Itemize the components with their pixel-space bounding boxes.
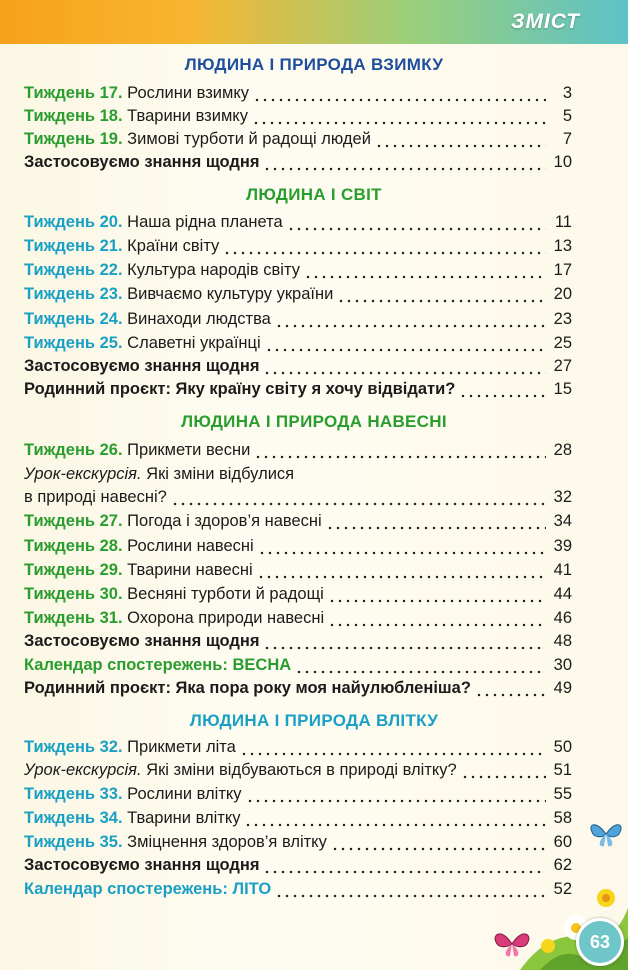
section-heading-summer: ЛЮДИНА І ПРИРОДА ВЛІТКУ: [189, 711, 439, 730]
toc-page: 55: [553, 785, 572, 803]
leader-dots: [304, 267, 546, 279]
toc-row[interactable]: [24, 809, 572, 832]
toc-row[interactable]: [24, 237, 572, 260]
toc-week-label: Тиждень 26.: [24, 441, 123, 459]
leader-dots: [326, 518, 546, 530]
toc-row[interactable]: [24, 679, 572, 702]
leader-dots: [287, 219, 546, 231]
leader-dots: [295, 662, 546, 674]
toc-page: 23: [553, 310, 572, 328]
toc-week-label: Тиждень 29.: [24, 561, 123, 579]
toc-title: Рослини навесні: [127, 537, 254, 555]
toc-page: 32: [553, 488, 572, 506]
toc-calendar-entry: Календар спостережень: ВЕСНА: [24, 656, 292, 674]
leader-dots: [257, 567, 546, 579]
toc-title: Рослини взимку: [127, 84, 249, 102]
toc-row[interactable]: [24, 213, 572, 236]
toc-page: 20: [553, 285, 572, 303]
leader-dots: [328, 591, 546, 603]
excursion-text: Які зміни відбулися: [146, 465, 295, 483]
toc-page: 44: [553, 585, 572, 603]
toc-row[interactable]: [24, 261, 572, 284]
toc-title: Тварини взимку: [127, 107, 248, 125]
section-heading-winter: ЛЮДИНА І ПРИРОДА ВЗИМКУ: [184, 55, 444, 74]
toc-page: 51: [553, 761, 572, 779]
toc-row[interactable]: [24, 833, 572, 856]
toc-page: 15: [553, 380, 572, 398]
toc-week-label: Тиждень 32.: [24, 738, 123, 756]
leader-dots: [240, 744, 546, 756]
toc-title: Рослини влітку: [127, 785, 242, 803]
toc-page: 5: [562, 107, 572, 125]
toc-bold-entry: Застосовуємо знання щодня: [24, 357, 260, 375]
toc-bold-entry: Родинний проєкт: Яку країну світу я хочу відвідати?: [24, 380, 456, 398]
toc-week-label: Тиждень 31.: [24, 609, 123, 627]
toc-row[interactable]: [24, 738, 572, 761]
toc-page: 39: [553, 537, 572, 555]
toc-title: Славетні українці: [127, 334, 261, 352]
toc-title: Наша рідна планета: [127, 213, 283, 231]
toc-page: 58: [553, 809, 572, 827]
toc-week-label: Тиждень 22.: [24, 261, 123, 279]
toc-page: 41: [553, 561, 572, 579]
toc-row[interactable]: [24, 880, 572, 903]
toc-page: 30: [553, 656, 572, 674]
toc-week-label: Тиждень 18.: [24, 107, 123, 125]
toc-bold-entry: Родинний проєкт: Яка пора року моя найулюбленіша?: [24, 679, 471, 697]
toc-title: Вивчаємо культуру україни: [127, 285, 334, 303]
leader-dots: [244, 815, 546, 827]
toc-week-label: Тиждень 23.: [24, 285, 123, 303]
toc-row[interactable]: [24, 84, 572, 107]
toc-row[interactable]: [24, 285, 572, 308]
toc-row[interactable]: [24, 656, 572, 679]
excursion-label: Урок-екскурсія.: [24, 761, 142, 779]
leader-dots: [265, 340, 546, 352]
page-number-badge: 63: [576, 918, 624, 966]
toc-row[interactable]: [24, 632, 572, 655]
toc-title: Погода і здоров’я навесні: [127, 512, 322, 530]
toc-title: Прикмети весни: [127, 441, 251, 459]
toc-page: 13: [553, 237, 572, 255]
toc-page: 25: [553, 334, 572, 352]
butterfly-icon: [492, 926, 532, 960]
toc-page: 52: [553, 880, 572, 898]
toc-row[interactable]: [24, 357, 572, 380]
leader-dots: [275, 886, 546, 898]
toc-week-label: Тиждень 33.: [24, 785, 123, 803]
toc-title: Країни світу: [127, 237, 220, 255]
butterfly-icon: [588, 818, 624, 850]
toc-title: Прикмети літа: [127, 738, 236, 756]
leader-dots: [375, 136, 546, 148]
leader-dots: [252, 113, 546, 125]
leader-dots: [263, 862, 546, 874]
leader-dots: [263, 159, 546, 171]
toc-week-label: Тиждень 25.: [24, 334, 123, 352]
toc-page: 48: [553, 632, 572, 650]
toc-page: 17: [553, 261, 572, 279]
toc-excursion-line[interactable]: [24, 465, 294, 484]
toc-title: Зимові турботи й радощі людей: [127, 130, 371, 148]
toc-page: 62: [553, 856, 572, 874]
toc-row[interactable]: [24, 585, 572, 608]
leader-dots: [246, 791, 546, 803]
toc-row[interactable]: [24, 310, 572, 333]
toc-title: Тварини влітку: [127, 809, 241, 827]
leader-dots: [337, 291, 546, 303]
toc-page: 34: [553, 512, 572, 530]
leader-dots: [263, 363, 546, 375]
toc-bold-entry: Застосовуємо знання щодня: [24, 153, 260, 171]
page-title: ЗМІСТ: [510, 10, 580, 33]
toc-page: 11: [554, 213, 572, 231]
leader-dots: [254, 447, 546, 459]
toc-week-label: Тиждень 17.: [24, 84, 123, 102]
leader-dots: [275, 316, 546, 328]
toc-week-label: Тиждень 21.: [24, 237, 123, 255]
toc-week-label: Тиждень 24.: [24, 310, 123, 328]
toc-page: 49: [553, 679, 572, 697]
toc-title: Охорона природи навесні: [127, 609, 325, 627]
toc-week-label: Тиждень 19.: [24, 130, 123, 148]
toc-week-label: Тиждень 27.: [24, 512, 123, 530]
toc-row[interactable]: [24, 785, 572, 808]
toc-page: 60: [553, 833, 572, 851]
toc-page: 7: [562, 130, 572, 148]
leader-dots: [459, 386, 546, 398]
toc-page: 10: [553, 153, 572, 171]
toc-row[interactable]: [24, 856, 572, 879]
toc-row[interactable]: [24, 153, 572, 176]
toc-bold-entry: Застосовуємо знання щодня: [24, 632, 260, 650]
toc-bold-entry: Застосовуємо знання щодня: [24, 856, 260, 874]
leader-dots: [263, 638, 546, 650]
toc-title: Винаходи людства: [127, 310, 271, 328]
toc-week-label: Тиждень 35.: [24, 833, 123, 851]
toc-row[interactable]: [24, 512, 572, 535]
leader-dots: [475, 685, 546, 697]
toc-page: 50: [553, 738, 572, 756]
toc-row[interactable]: [24, 130, 572, 153]
toc-week-label: Тиждень 28.: [24, 537, 123, 555]
toc-title: Зміцнення здоров’я влітку: [127, 833, 327, 851]
toc-row[interactable]: [24, 561, 572, 584]
toc-row[interactable]: [24, 609, 572, 632]
leader-dots: [328, 615, 546, 627]
toc-page: 3: [562, 84, 572, 102]
toc-page: 27: [553, 357, 572, 375]
toc-row[interactable]: [24, 761, 572, 784]
excursion-label: Урок-екскурсія.: [24, 465, 142, 483]
toc-week-label: Тиждень 30.: [24, 585, 123, 603]
leader-dots: [223, 243, 546, 255]
leader-dots: [461, 767, 546, 779]
toc-row[interactable]: [24, 537, 572, 560]
toc-title: Тварини навесні: [127, 561, 253, 579]
section-heading-world: ЛЮДИНА І СВІТ: [246, 185, 382, 204]
leader-dots: [331, 839, 546, 851]
toc-page: 46: [553, 609, 572, 627]
leader-dots: [258, 543, 546, 555]
section-heading-spring: ЛЮДИНА І ПРИРОДА НАВЕСНІ: [181, 412, 447, 431]
toc-week-label: Тиждень 34.: [24, 809, 123, 827]
toc-page: 28: [553, 441, 572, 459]
leader-dots: [171, 494, 546, 506]
toc-title: Весняні турботи й радощі: [127, 585, 324, 603]
toc-row[interactable]: [24, 488, 572, 511]
excursion-continuation: в природі навесні?: [24, 488, 167, 506]
toc-week-label: Тиждень 20.: [24, 213, 123, 231]
toc-row[interactable]: [24, 334, 572, 357]
toc-row[interactable]: [24, 441, 572, 464]
excursion-text: Які зміни відбуваються в природі влітку?: [146, 761, 457, 779]
toc-calendar-entry: Календар спостережень: ЛІТО: [24, 880, 272, 898]
toc-title: Культура народів світу: [127, 261, 300, 279]
leader-dots: [253, 90, 546, 102]
toc-row[interactable]: [24, 380, 572, 403]
toc-row[interactable]: [24, 107, 572, 130]
